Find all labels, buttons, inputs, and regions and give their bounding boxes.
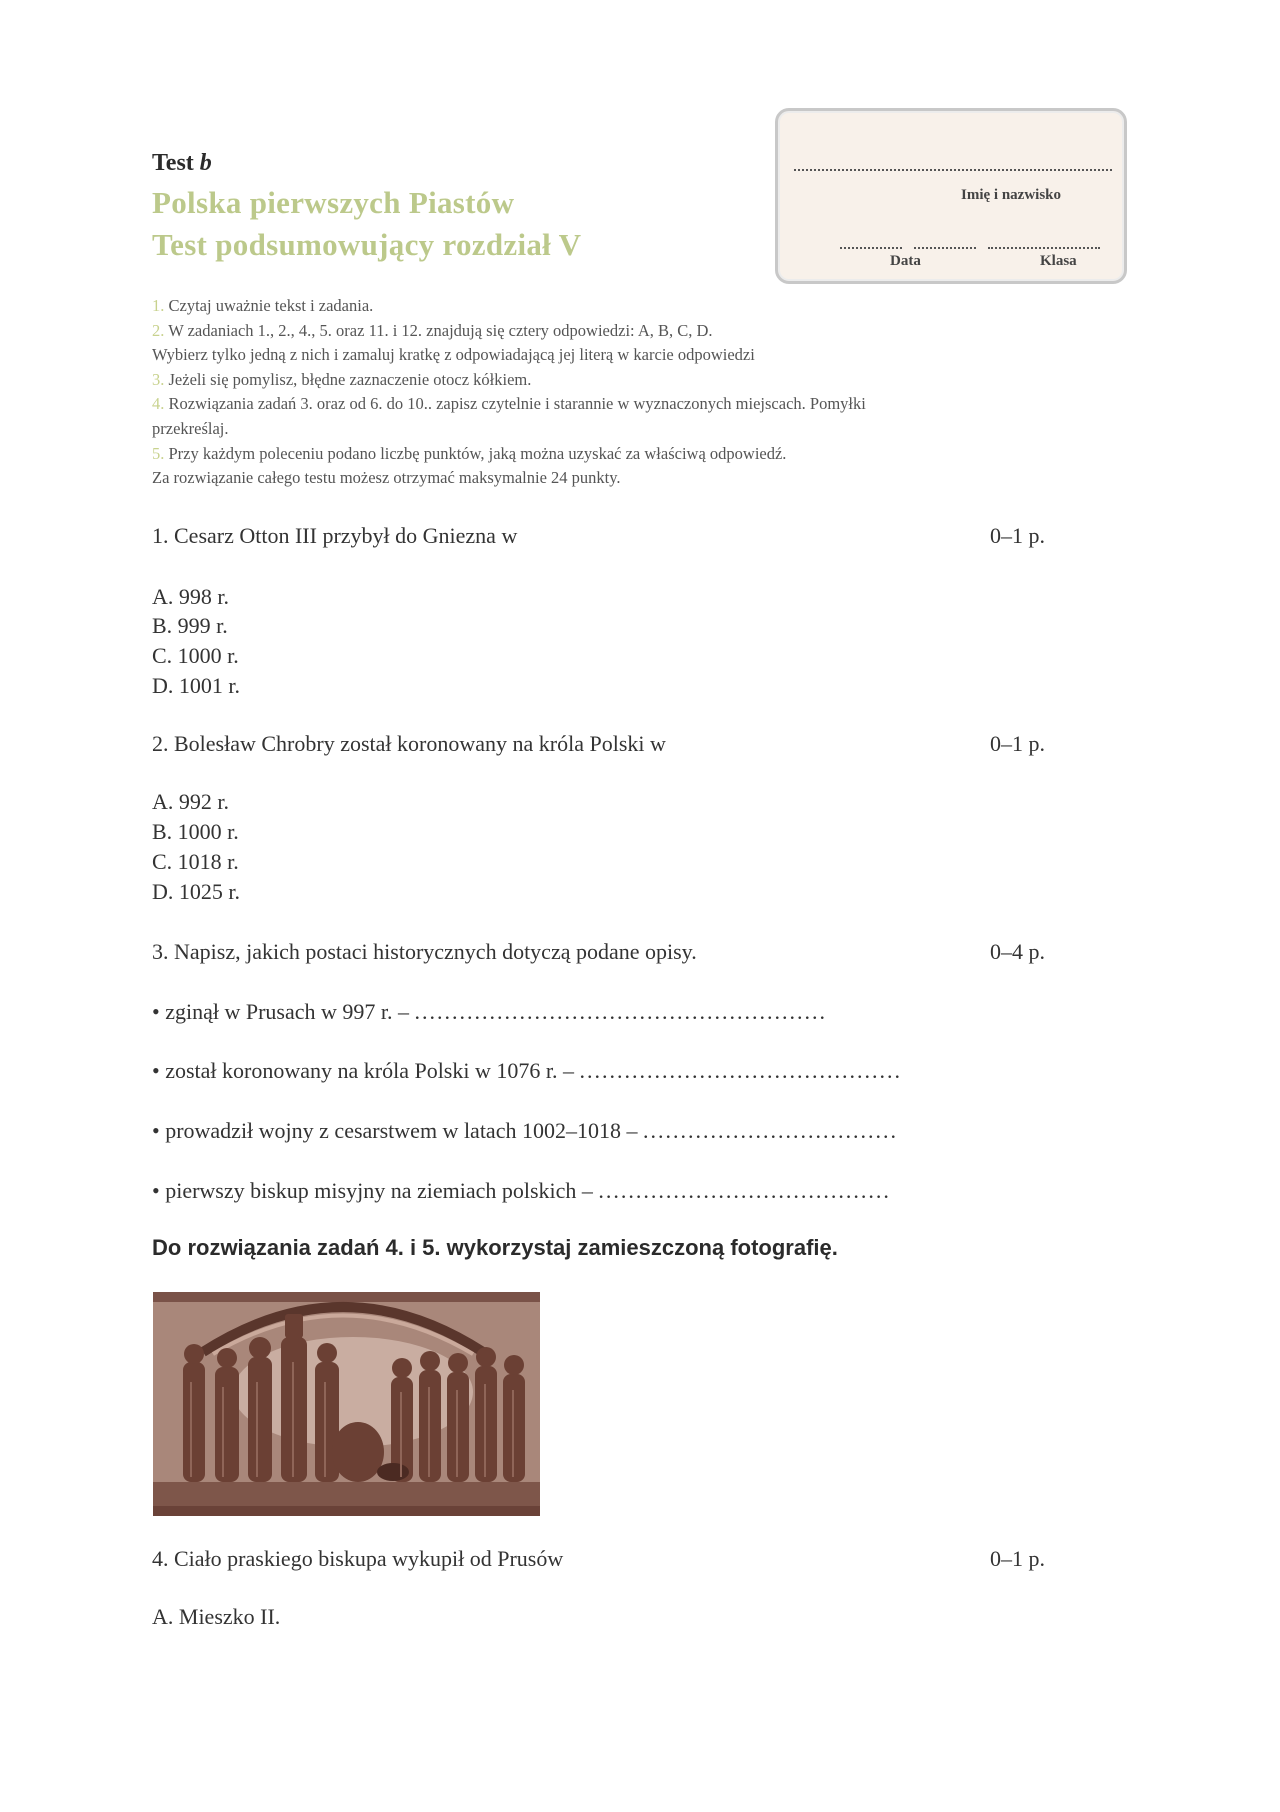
photo-instruction: Do rozwiązania zadań 4. i 5. wykorzystaj zamieszczoną fotografię. [152,1235,838,1260]
q1-option-c[interactable]: C. 1000 r. [152,643,239,668]
instruction-line: 1. Czytaj uważnie tekst i zadania. [152,296,374,315]
answer-line[interactable]: .................................. [642,1118,898,1143]
test-variant: b [199,150,212,176]
instruction-line: 3. Jeżeli się pomylisz, błędne zaznaczenie otocz kółkiem. [152,369,532,389]
instruction-line: Za rozwiązanie całego testu możesz otrzymać maksymalnie 24 punkty. [152,468,621,488]
class-label: Klasa [1040,253,1077,269]
answer-line[interactable]: ....................................................... [414,999,827,1024]
instruction-line: 2. W zadaniach 1., 2., 4., 5. oraz 11. i 12. znajdują się cztery odpowiedzi: A, B, C, D. [152,320,713,340]
q4-option-a[interactable]: A. Mieszko II. [152,1604,281,1629]
answer-line[interactable]: ....................................... [598,1178,891,1203]
answer-line[interactable]: ........................................... [579,1058,902,1083]
q3-item-4: • pierwszy biskup misyjny na ziemiach polskich – ....................................... [152,1178,891,1203]
date-line-1[interactable] [840,247,902,249]
relief-photo [153,1292,540,1516]
q3-item-3: • prowadził wojny z cesarstwem w latach 1002–1018 – .................................. [152,1118,898,1143]
question-1: 1. Cesarz Otton III przybył do Gniezna w [152,523,518,548]
name-label: Imię i nazwisko [961,187,1062,203]
q3-item-1: • zginął w Prusach w 997 r. – ....................................................... [152,999,827,1024]
q2-option-d[interactable]: D. 1025 r. [152,879,240,904]
q2-option-a[interactable]: A. 992 r. [152,789,229,814]
instruction-line: 5. Przy każdym poleceniu podano liczbę punktów, jaką można uzyskać za właściwą odpowiedź. [152,443,787,463]
question-2: 2. Bolesław Chrobry został koronowany na króla Polski w [152,731,666,756]
date-line-2[interactable] [914,247,976,249]
q1-option-d[interactable]: D. 1001 r. [152,673,240,698]
name-box [775,108,1127,284]
q2-option-b[interactable]: B. 1000 r. [152,819,239,844]
q2-option-c[interactable]: C. 1018 r. [152,849,239,874]
title-line1: Polska pierwszych Piastów [152,185,515,220]
date-label: Data [890,253,921,269]
question-2-points: 0–1 p. [990,731,1045,756]
class-line[interactable] [988,247,1100,249]
instruction-line: przekreślaj. [152,418,229,438]
q1-option-b[interactable]: B. 999 r. [152,613,228,638]
name-line[interactable] [794,169,1112,171]
instruction-line: Wybierz tylko jedną z nich i zamaluj kratkę z odpowiadającą jej literą w karcie odpowiedzi [152,345,755,365]
test-label: Test b [152,150,212,176]
q3-item-2: • został koronowany na króla Polski w 1076 r. – ........................................... [152,1058,902,1083]
instruction-line: 4. Rozwiązania zadań 3. oraz od 6. do 10.. zapisz czytelnie i starannie w wyznaczonych miejscach. Pomyłki [152,394,866,414]
question-3: 3. Napisz, jakich postaci historycznych dotyczą podane opisy. [152,939,697,964]
instructions [152,294,1112,491]
question-3-points: 0–4 p. [990,939,1045,964]
question-4: 4. Ciało praskiego biskupa wykupił od Prusów [152,1546,564,1571]
q1-option-a[interactable]: A. 998 r. [152,584,229,609]
question-4-points: 0–1 p. [990,1546,1045,1571]
question-1-points: 0–1 p. [990,523,1045,548]
title-line2: Test podsumowujący rozdział V [152,227,582,262]
